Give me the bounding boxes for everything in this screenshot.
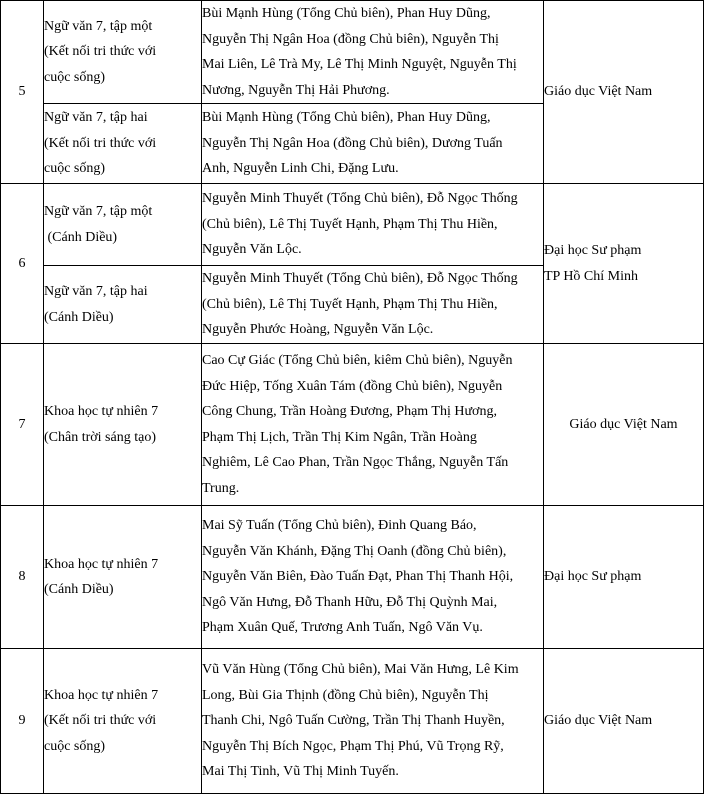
- row-number: 9: [1, 649, 44, 794]
- book-authors: Bùi Mạnh Hùng (Tổng Chủ biên), Phan Huy Dũng, Nguyễn Thị Ngân Hoa (đồng Chủ biên), Nguyễn Thị Mai Liên, Lê Trà My, Lê Thị Minh Nguyệt, Nguyễn Thị Nương, Nguyễn Thị Hải Phương.: [202, 1, 544, 104]
- book-publisher: Giáo dục Việt Nam: [544, 1, 704, 184]
- table-row: [1, 649, 704, 794]
- book-title: Khoa học tự nhiên 7 (Kết nối tri thức với cuộc sống): [44, 649, 202, 794]
- book-authors: Nguyễn Minh Thuyết (Tổng Chủ biên), Đỗ Ngọc Thống (Chủ biên), Lê Thị Tuyết Hạnh, Phạm Thị Thu Hiền, Nguyễn Phước Hoàng, Nguyễn Văn Lộc.: [202, 266, 544, 344]
- book-publisher: Đại học Sư phạm: [544, 506, 704, 649]
- book-publisher: Đại học Sư phạm TP Hồ Chí Minh: [544, 184, 704, 344]
- table-row: [1, 506, 704, 649]
- book-authors: Vũ Văn Hùng (Tổng Chủ biên), Mai Văn Hưng, Lê Kim Long, Bùi Gia Thịnh (đồng Chủ biên), Nguyễn Thị Thanh Chi, Ngô Tuấn Cường, Trần Thị Thanh Huyền, Nguyễn Thị Bích Ngọc, Phạm Thị Phú, Vũ Trọng Rỹ, Mai Thị Tinh, Vũ Thị Minh Tuyến.: [202, 649, 544, 794]
- book-publisher: Giáo dục Việt Nam: [544, 344, 704, 506]
- book-title: Ngữ văn 7, tập hai (Kết nối tri thức với cuộc sống): [44, 104, 202, 184]
- row-number: 5: [1, 1, 44, 184]
- book-authors: Bùi Mạnh Hùng (Tổng Chủ biên), Phan Huy Dũng, Nguyễn Thị Ngân Hoa (đồng Chủ biên), Dương Tuấn Anh, Nguyễn Linh Chi, Đặng Lưu.: [202, 104, 544, 184]
- row-number: 6: [1, 184, 44, 344]
- book-title: Khoa học tự nhiên 7 (Cánh Diều): [44, 506, 202, 649]
- table-row: [1, 1, 704, 104]
- book-authors: Nguyễn Minh Thuyết (Tổng Chủ biên), Đỗ Ngọc Thống (Chủ biên), Lê Thị Tuyết Hạnh, Phạm Thị Thu Hiền, Nguyễn Văn Lộc.: [202, 184, 544, 266]
- book-title: Ngữ văn 7, tập một (Kết nối tri thức với cuộc sống): [44, 1, 202, 104]
- table-row: [1, 184, 704, 266]
- book-publisher: Giáo dục Việt Nam: [544, 649, 704, 794]
- book-title: Khoa học tự nhiên 7 (Chân trời sáng tạo): [44, 344, 202, 506]
- book-title: Ngữ văn 7, tập hai (Cánh Diều): [44, 266, 202, 344]
- book-authors: Mai Sỹ Tuấn (Tổng Chủ biên), Đinh Quang Báo, Nguyễn Văn Khánh, Đặng Thị Oanh (đồng Chủ biên), Nguyễn Văn Biên, Đào Tuấn Đạt, Phan Thị Thanh Hội, Ngô Văn Hưng, Đỗ Thanh Hữu, Đỗ Thị Quỳnh Mai, Phạm Xuân Quế, Trương Anh Tuấn, Ngô Văn Vụ.: [202, 506, 544, 649]
- row-number: 8: [1, 506, 44, 649]
- book-title: Ngữ văn 7, tập một (Cánh Diều): [44, 184, 202, 266]
- row-number: 7: [1, 344, 44, 506]
- book-authors: Cao Cự Giác (Tổng Chủ biên, kiêm Chủ biên), Nguyễn Đức Hiệp, Tống Xuân Tám (đồng Chủ biên), Nguyễn Công Chung, Trần Hoàng Đương, Phạm Thị Hương, Phạm Thị Lịch, Trần Thị Kim Ngân, Trần Hoàng Nghiêm, Lê Cao Phan, Trần Ngọc Thắng, Nguyễn Tấn Trung.: [202, 344, 544, 506]
- table-row: [1, 344, 704, 506]
